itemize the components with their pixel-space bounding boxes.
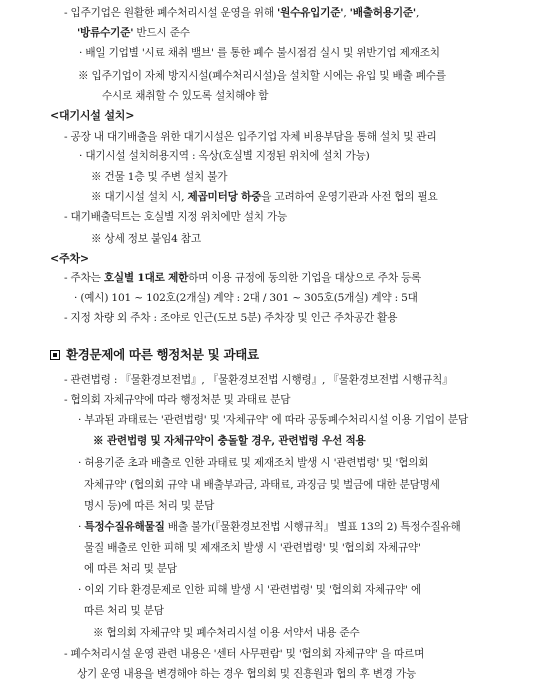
text-segment: - 폐수처리시설 운영 관련 내용은 '센터 사무편람' 및 '협의회 자체규약' 을 따르며: [64, 648, 425, 660]
text-line: [79, 46, 503, 60]
text-line: [64, 647, 504, 661]
text-segment: - 주차는: [64, 272, 104, 284]
bold-text: ※ 관련법령 및 자체규약이 충돌할 경우, 관련법령 우선 적용: [93, 435, 366, 447]
text-line: [64, 393, 290, 407]
text-segment: ,: [415, 7, 420, 19]
text-segment: - 지정 차량 외 주차 : 조야로 인근(도보 5분) 주차장 및 인근 주차공간 활용: [64, 312, 398, 324]
text-segment: · 부과된 과태료는 '관련법령' 및 '자체규약' 에 따라 공동폐수처리시설 이용 기업이 분담: [78, 414, 468, 426]
text-segment: - 협의회 자체규약에 따라 행정처분 및 과태료 분담: [64, 394, 291, 406]
text-segment: · 대기시설 설치허용지역 : 옥상(호실별 지정된 위치에 설치 가능): [79, 150, 370, 162]
text-line: [64, 311, 397, 325]
text-line: [84, 499, 214, 513]
text-line: [91, 190, 438, 204]
text-segment: ※ 대기시설 설치 시,: [91, 191, 188, 203]
text-segment: - 대기배출덕트는 호실별 지정 위치에만 설치 가능: [64, 211, 288, 223]
text-segment: - 입주기업은 원활한 폐수처리시설 운영을 위해: [64, 7, 278, 19]
text-segment: · 허용기준 초과 배출로 인한 과태료 및 제재조치 발생 시 '관련법령' 및 '협의회: [78, 457, 429, 469]
text-line: [102, 89, 268, 103]
text-line: [79, 149, 370, 163]
text-line: [91, 232, 201, 246]
text-line: [78, 69, 503, 83]
text-segment: 수시로 채취할 수 있도록 설치해야 함: [102, 90, 269, 102]
text-segment: 반드시 준수: [133, 27, 190, 39]
text-line: [77, 667, 416, 681]
text-line: [64, 6, 504, 20]
text-line: [64, 373, 453, 387]
bold-text: 제곱미터당 하중: [187, 191, 262, 203]
bold-text: '원수유입기준': [277, 7, 344, 19]
text-segment: 상기 운영 내용을 변경해야 하는 경우 협의회 및 진흥원과 협의 후 변경 가능: [77, 668, 417, 680]
subsection-heading: [50, 252, 89, 266]
text-line: [64, 210, 287, 224]
text-line: [93, 434, 366, 448]
text-line: [84, 562, 177, 576]
text-line: [78, 456, 502, 470]
text-segment: - 공장 내 대기배출을 위한 대기시설은 입주기업 자체 비용부담을 통해 설치 및 관리: [64, 131, 437, 143]
text-segment: · 이외 기타 환경문제로 인한 피해 발생 시 '관련법령' 및 '협의회 자체규약' 에: [78, 584, 421, 596]
text-segment: ※ 협의회 자체규약 및 폐수처리시설 이용 서약서 내용 준수: [93, 627, 360, 639]
bold-text: '방류수기준': [77, 27, 134, 39]
text-line: [64, 130, 504, 144]
text-segment: ※ 건물 1층 및 주변 설치 불가: [91, 171, 228, 183]
section-title: [50, 348, 259, 362]
bold-text: <대기시설 설치>: [50, 109, 135, 122]
text-segment: ·: [78, 521, 85, 533]
text-line: [74, 291, 418, 305]
text-segment: ,: [343, 7, 350, 19]
bold-text: 특정수질유해물질: [84, 521, 165, 533]
text-segment: 에 따른 처리 및 분담: [84, 563, 177, 575]
text-segment: 따른 처리 및 분담: [84, 605, 164, 617]
text-segment: 배출 불가(『물환경보전법 시행규칙』 별표 13의 2) 특정수질유해: [164, 521, 461, 533]
text-line: [84, 478, 502, 492]
text-line: [64, 271, 421, 285]
text-line: [91, 170, 227, 184]
text-line: [84, 604, 164, 618]
text-line: [78, 413, 502, 427]
text-segment: 자체규약' (협의회 규약 내 배출부과금, 과태료, 과징금 및 벌금에 대한 분담명세: [84, 479, 440, 491]
text-line: [93, 626, 360, 640]
square-bullet-icon: [50, 350, 60, 360]
subsection-heading: [50, 109, 134, 123]
bold-text: '배출허용기준': [349, 7, 416, 19]
text-segment: 을 고려하여 운영기관과 사전 협의 필요: [261, 191, 438, 203]
text-segment: 환경문제에 따른 행정처분 및 과태료: [66, 347, 259, 362]
bold-text: 호실별 1대로 제한: [103, 272, 189, 284]
text-segment: 물질 배출로 인한 피해 및 제재조치 발생 시 '관련법령' 및 '협의회 자체규약': [84, 542, 421, 554]
text-line: [78, 583, 502, 597]
bold-text: <주차>: [50, 252, 89, 265]
text-line: [77, 26, 190, 40]
text-line: [78, 520, 502, 534]
text-segment: - 관련법령 : 『물환경보전법』, 『물환경보전법 시행령』, 『물환경보전법 시행규칙』: [64, 374, 453, 386]
text-segment: ※ 상세 정보 붙임4 참고: [91, 233, 201, 245]
text-segment: · 배일 기업별 '시료 채취 밸브' 를 통한 폐수 불시점검 실시 및 위반기업 제재조치: [79, 47, 440, 59]
text-line: [84, 541, 502, 555]
text-segment: 하며 이용 규정에 동의한 기업을 대상으로 주차 등록: [188, 272, 422, 284]
text-segment: ※ 입주기업이 자체 방지시설(폐수처리시설)을 설치할 시에는 유입 및 배출 폐수를: [78, 70, 446, 82]
text-segment: 명시 등)에 따른 처리 및 분담: [84, 500, 215, 512]
text-segment: · (예시) 101 ~ 102호(2개실) 계약 : 2대 / 301 ~ 305호(5개실) 계약 : 5대: [74, 292, 418, 304]
